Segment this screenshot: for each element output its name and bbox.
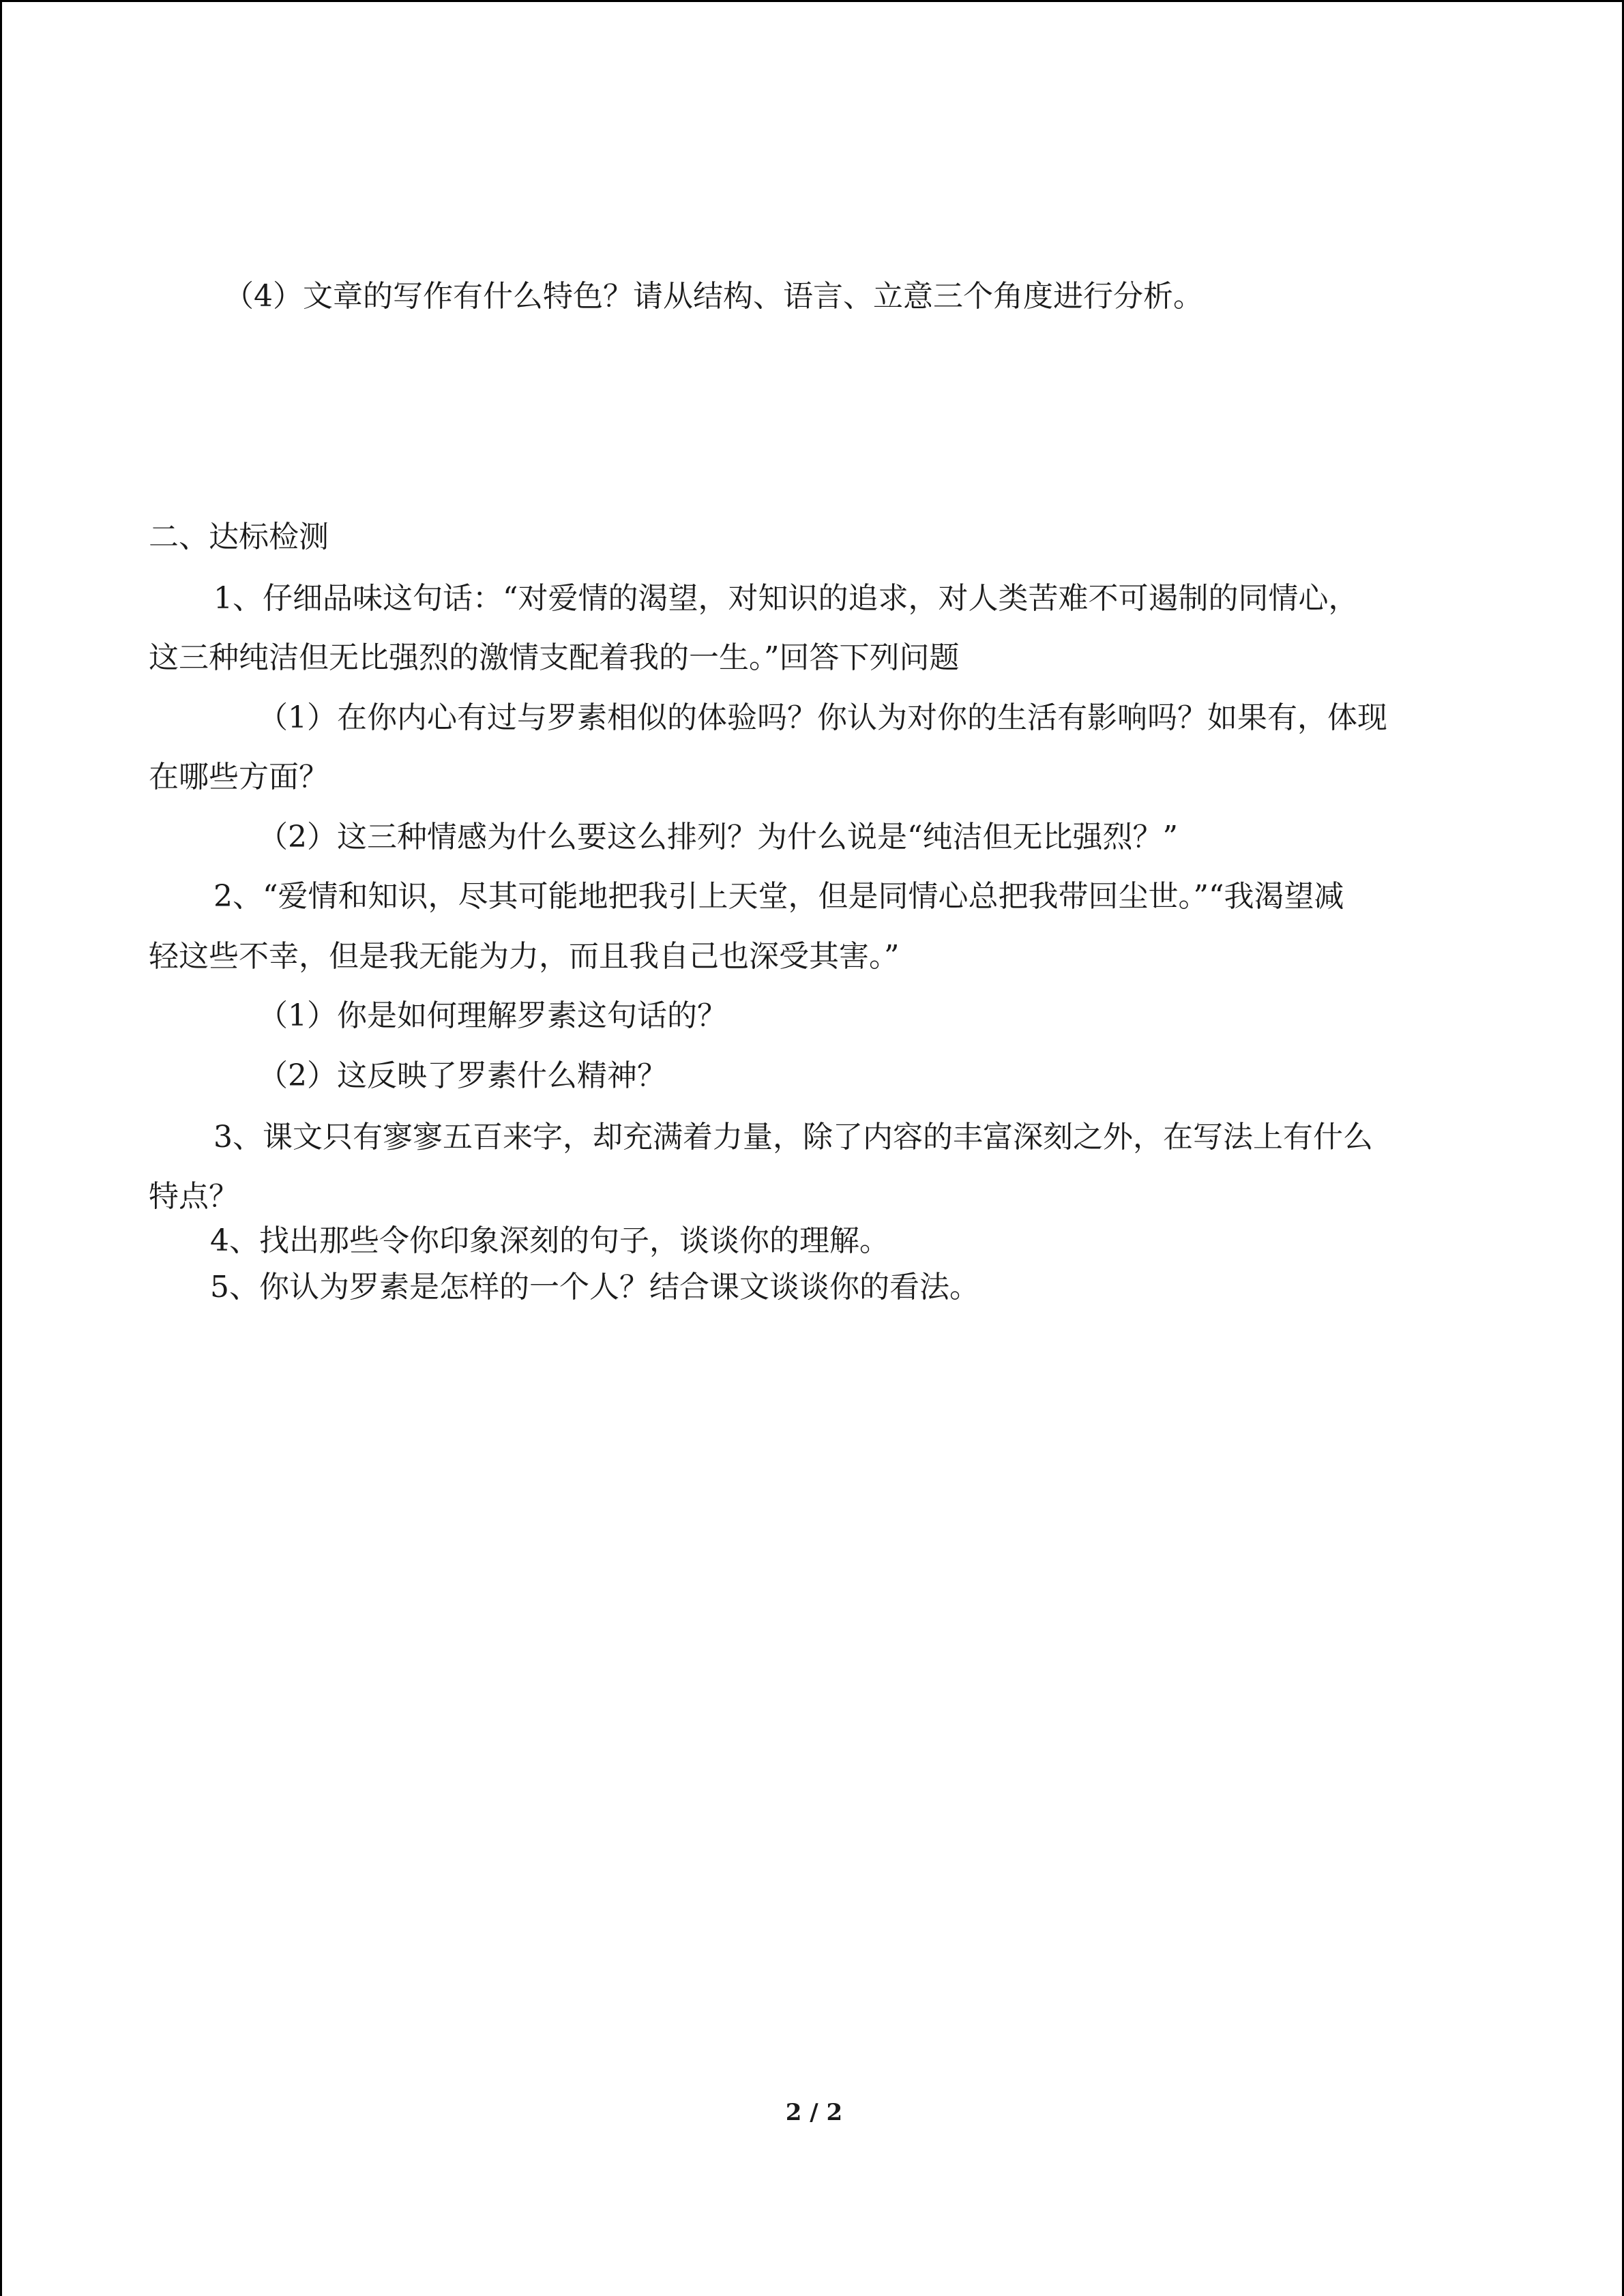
- question-1-sub-1-line-2: 在哪些方面？: [149, 760, 329, 794]
- section-heading-assessment: 二、达标检测: [149, 520, 329, 554]
- question-2-sub-2: （2）这反映了罗素什么精神？: [258, 1058, 667, 1093]
- question-5-russell-opinion: 5、你认为罗素是怎样的一个人？结合课文谈谈你的看法。: [210, 1270, 979, 1304]
- question-2-line-1: 2、“爱情和知识，尽其可能地把我引上天堂，但是同情心总把我带回尘世。”“我渴望减: [213, 879, 1344, 914]
- question-2-sub-1: （1）你是如何理解罗素这句话的？: [258, 998, 727, 1033]
- page-number: 2 / 2: [785, 2099, 843, 2126]
- question-3-line-2: 特点？: [149, 1179, 239, 1214]
- question-3-line-1: 3、课文只有寥寥五百来字，却充满着力量，除了内容的丰富深刻之外，在写法上有什么: [213, 1120, 1373, 1154]
- question-1-line-2: 这三种纯洁但无比强烈的激情支配着我的一生。”回答下列问题: [149, 640, 960, 675]
- question-2-line-2: 轻这些不幸，但是我无能为力，而且我自己也深受其害。”: [149, 939, 900, 974]
- question-1-sub-1-line-1: （1）在你内心有过与罗素相似的体验吗？你认为对你的生活有影响吗？如果有，体现: [258, 700, 1387, 735]
- question-1-sub-2: （2）这三种情感为什么要这么排列？为什么说是“纯洁但无比强烈？”: [258, 820, 1178, 854]
- question-1-line-1: 1、仔细品味这句话：“对爱情的渴望，对知识的追求，对人类苦难不可遏制的同情心，: [213, 581, 1359, 616]
- question-4-impressive-sentences: 4、找出那些令你印象深刻的句子，谈谈你的理解。: [210, 1223, 889, 1258]
- question-4-writing-features: （4）文章的写作有什么特色？请从结构、语言、立意三个角度进行分析。: [224, 279, 1203, 314]
